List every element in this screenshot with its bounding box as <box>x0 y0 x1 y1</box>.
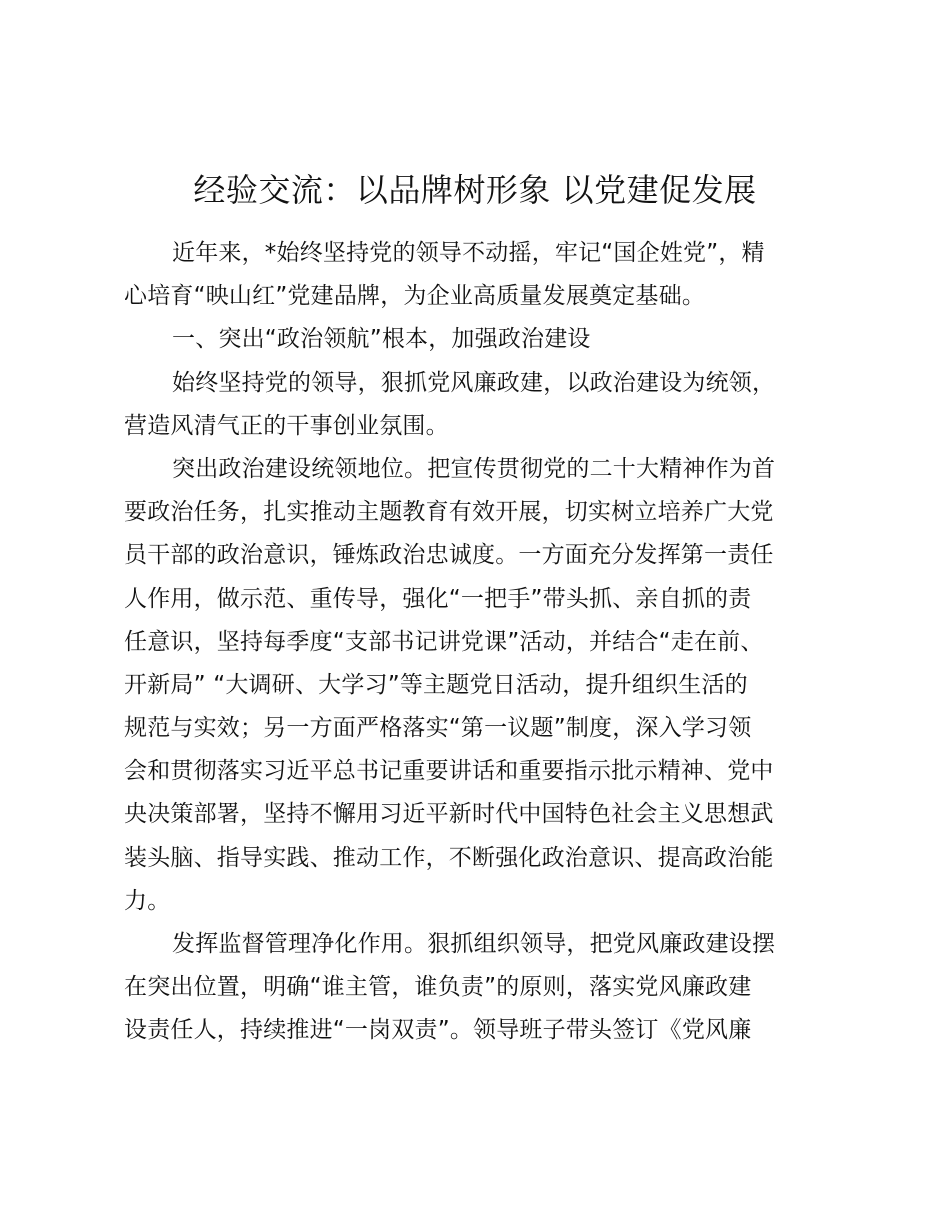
paragraph-line: 人作用，做示范、重传导，强化“一把手”带头抓、亲自抓的责 <box>124 585 752 612</box>
paragraph-line: 心培育“映山红”党建品牌，为企业高质量发展奠定基础。 <box>124 283 706 310</box>
paragraph-line: 营造风清气正的干事创业氛围。 <box>124 412 449 439</box>
paragraph-line: 近年来，*始终坚持党的领导不动摇，牢记“国企姓党”，精 <box>172 240 765 266</box>
paragraph-line: 央决策部署，坚持不懈用习近平新时代中国特色社会主义思想武 <box>124 801 774 828</box>
paragraph-line: 在突出位置，明确“谁主管，谁负责”的原则，落实党风廉政建 <box>124 974 752 1001</box>
paragraph-line: 任意识，坚持每季度“支部书记讲党课”活动，并结合“走在前、 <box>124 628 764 655</box>
paragraph-line: 要政治任务，扎实推动主题教育有效开展，切实树立培养广大党 <box>124 499 774 526</box>
paragraph-line: 装头脑、指导实践、推动工作，不断强化政治意识、提高政治能 <box>124 844 774 871</box>
paragraph-line: 员干部的政治意识，锤炼政治忠诚度。一方面充分发挥第一责任 <box>124 542 774 569</box>
paragraph-line: 力。 <box>124 887 171 914</box>
paragraph-line: 规范与实效；另一方面严格落实“第一议题”制度，深入学习领 <box>124 715 752 742</box>
document-title: 经验交流：以品牌树形象 以党建促发展 <box>193 171 757 209</box>
paragraph-line: 开新局” “大调研、大学习”等主题党日活动，提升组织生活的 <box>124 671 748 698</box>
document-body <box>124 232 834 1053</box>
paragraph-line: 会和贯彻落实习近平总书记重要讲话和重要指示批示精神、党中 <box>124 758 774 785</box>
paragraph-line: 突出政治建设统领地位。把宣传贯彻党的二十大精神作为首 <box>172 455 776 482</box>
section-heading: 一、突出“政治领航”根本，加强政治建设 <box>172 326 591 353</box>
paragraph-line: 始终坚持党的领导，狠抓党风廉政建，以政治建设为统领， <box>172 369 776 396</box>
paragraph-line: 发挥监督管理净化作用。狠抓组织领导，把党风廉政建设摆 <box>172 931 776 957</box>
paragraph-line: 设责任人，持续推进“一岗双责”。领导班子带头签订《党风廉 <box>124 1017 752 1044</box>
